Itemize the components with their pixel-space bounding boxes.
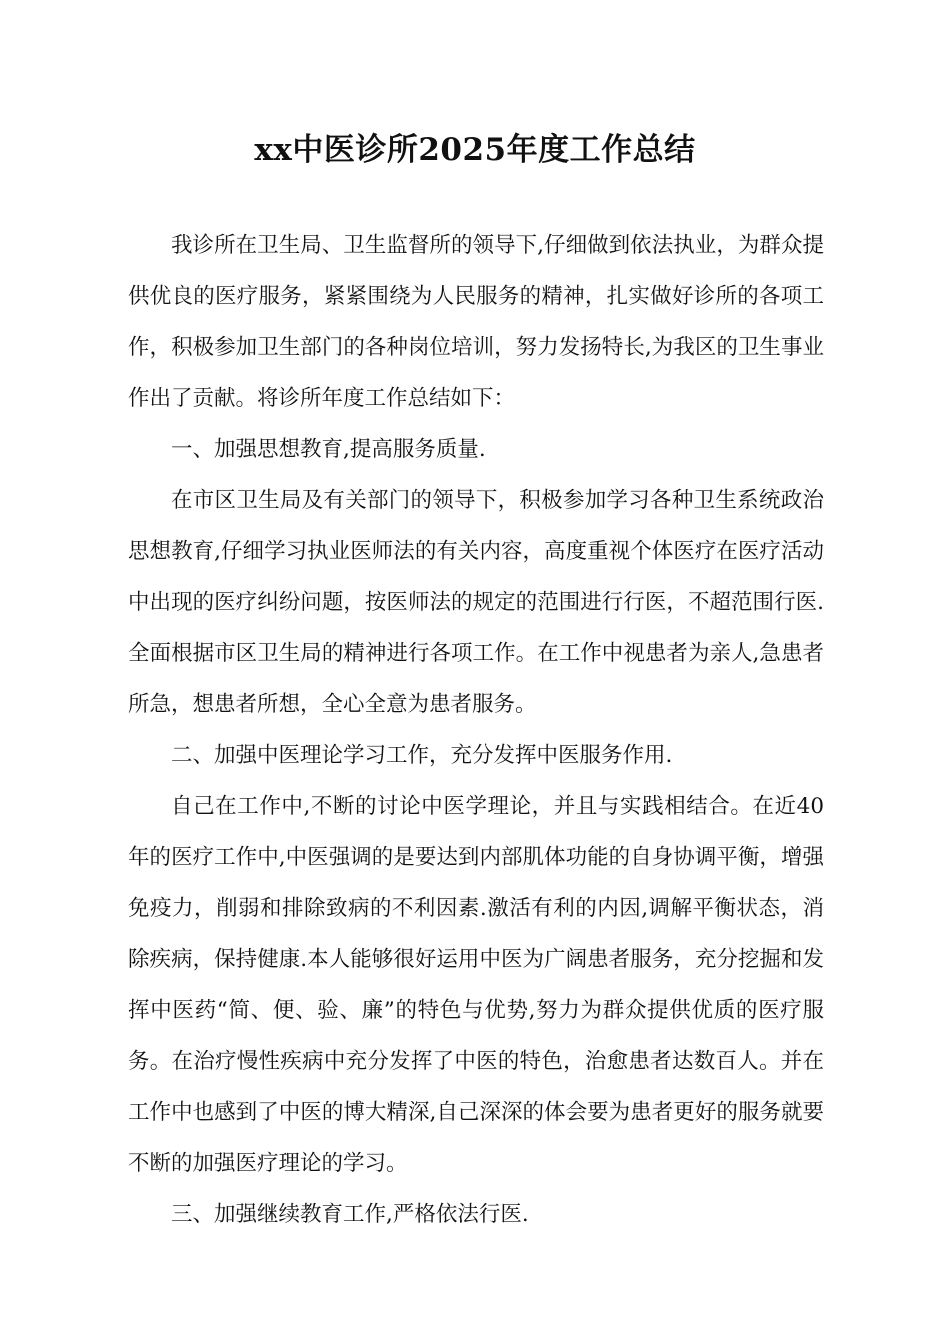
document-title: xx中医诊所2025年度工作总结 — [254, 132, 696, 168]
section-2-paragraph: 自己在工作中,不断的讨论中医学理论，并且与实践相结合。在近40年的医疗工作中,中医强调的是要达到内部肌体功能的自身协调平衡，增强免疫力，削弱和排除致病的不利因素.激活有利的内因,调解平衡状态，消除疾病，保持健康.本人能够很好运用中医为广阔患者服务，充分挖掘和发挥中医药“简、便、验、廉”的特色与优势,努力为群众提供优质的医疗服务。在治疗慢性疾病中充分发挥了中医的特色，治愈患者达数百人。并在工作中也感到了中医的博大精深,自己深深的体会要为患者更好的服务就要不断的加强医疗理论的学习。 — [128, 794, 824, 1176]
section-1-paragraph: 在市区卫生局及有关部门的领导下，积极参加学习各种卫生系统政治思想教育,仔细学习执业医师法的有关内容，高度重视个体医疗在医疗活动中出现的医疗纠纷问题，按医师法的规定的范围进行行医，不超范围行医.全面根据市区卫生局的精神进行各项工作。在工作中视患者为亲人,急患者所急，想患者所想，全心全意为患者服务。 — [128, 488, 824, 717]
document-body — [128, 220, 824, 1240]
intro-paragraph: 我诊所在卫生局、卫生监督所的领导下,仔细做到依法执业，为群众提供优良的医疗服务，紧紧围绕为人民服务的精神，扎实做好诊所的各项工作，积极参加卫生部门的各种岗位培训，努力发扬特长,为我区的卫生事业作出了贡献。将诊所年度工作总结如下： — [128, 233, 824, 411]
section-heading-2: 二、加强中医理论学习工作，充分发挥中医服务作用. — [171, 743, 673, 768]
section-heading-1: 一、加强思想教育,提高服务质量. — [171, 437, 486, 462]
section-heading-3: 三、加强继续教育工作,严格依法行医. — [171, 1202, 529, 1227]
